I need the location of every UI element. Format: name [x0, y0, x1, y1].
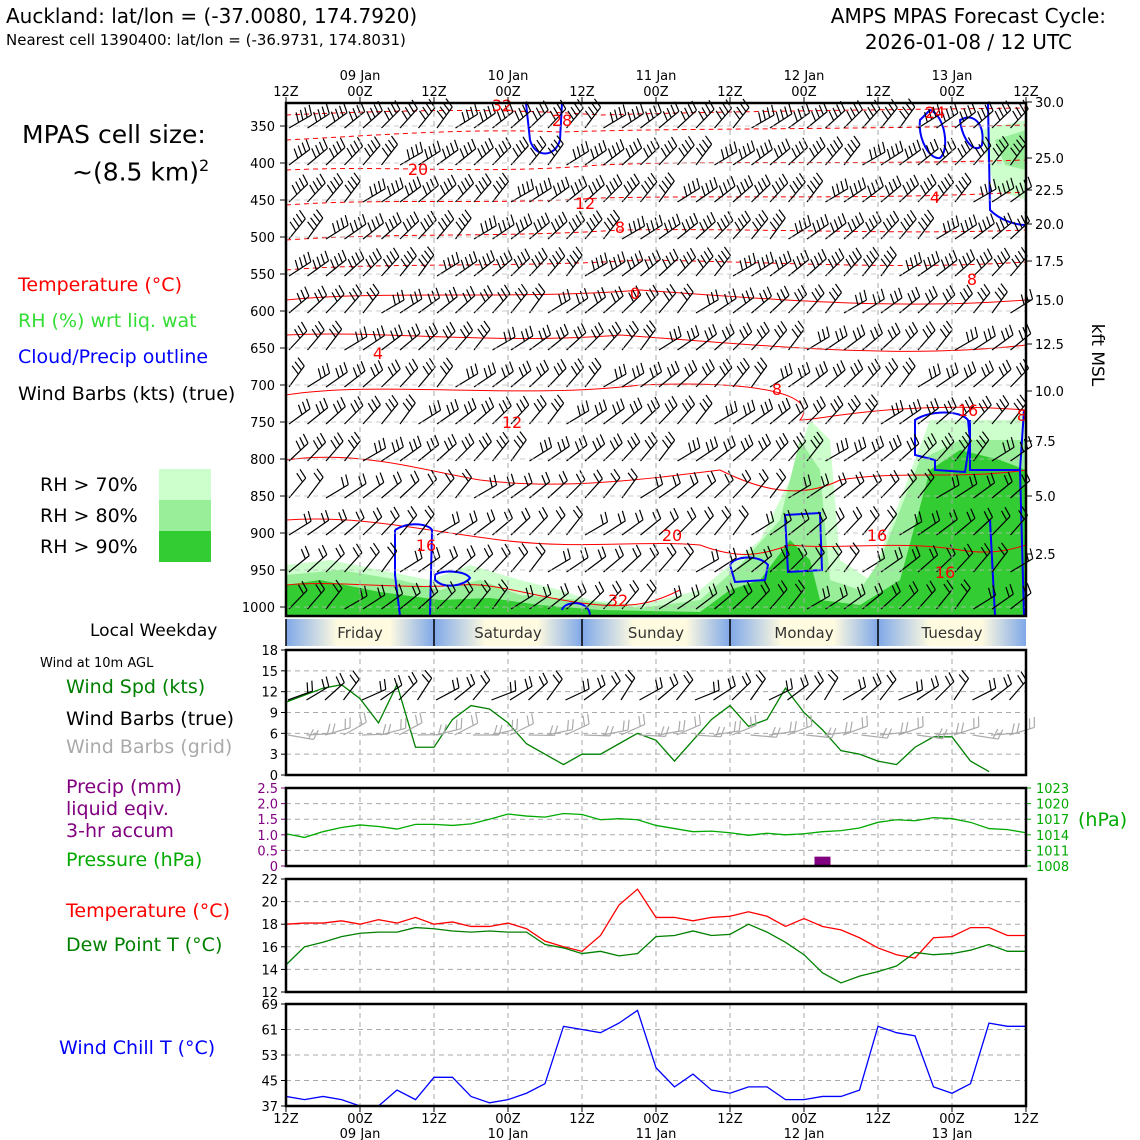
wind-barb-true: [880, 671, 896, 700]
pressure-tick-label: 1000: [241, 601, 275, 616]
temperature-contour-label: 16: [415, 536, 437, 555]
wind-barb-grid: [695, 727, 725, 737]
wind-barb-true: [695, 680, 719, 700]
wind-barb-true: [714, 676, 736, 700]
rh80-label: RH > 80%: [40, 505, 138, 527]
kft-tick-label: 20.0: [1035, 218, 1064, 233]
bottom-tick-label: 12Z: [865, 1112, 891, 1127]
nearest-cell-subtitle: Nearest cell 1390400: lat/lon = (-36.9731, 174.8031): [6, 31, 406, 49]
panel-ytick-label: 45: [261, 1074, 278, 1090]
kft-tick-label: 7.5: [1035, 435, 1056, 450]
temperature-contour-label: 16: [957, 401, 979, 420]
temperature-contour-label: 32: [607, 591, 629, 610]
temperature-contour-label: 24: [924, 103, 946, 122]
wind-barb-grid: [566, 714, 590, 735]
pressure-tick-label: 650: [250, 342, 275, 357]
pressure-label: Pressure (hPa): [66, 849, 203, 871]
temperature-contour-label: 16: [866, 526, 888, 545]
panel-ytick-label: 61: [261, 1023, 278, 1039]
temperature-contour-label: 12: [501, 413, 523, 432]
weekday-label: Friday: [337, 624, 383, 642]
wind-barb-true: [751, 671, 766, 700]
top-tick-label: 12Z: [865, 85, 891, 100]
pressure-tick-label: 750: [250, 416, 275, 431]
weekday-bar: [286, 619, 1026, 646]
cell-size-exponent: 2: [199, 156, 210, 175]
temperature-contour-label: 8: [966, 270, 978, 289]
wind-barb-true: [418, 670, 432, 700]
pressure-ytick-label: 1011: [1036, 844, 1070, 860]
top-date-label: 13 Jan: [931, 69, 973, 84]
pressure-tick-label: 950: [250, 564, 275, 579]
wind-barb-grid: [621, 714, 645, 735]
wind-barb-grid: [677, 714, 701, 735]
wind-barb-true: [492, 680, 516, 700]
kft-axis-label: kft MSL: [1087, 323, 1107, 387]
pressure-axis-label: (hPa): [1078, 809, 1128, 831]
pressure-tick-label: 350: [250, 120, 275, 135]
wind-speed-panel: [261, 644, 1034, 784]
wind-barb-true: [399, 672, 417, 700]
wind-barb-true: [510, 676, 532, 700]
top-tick-label: 12Z: [1013, 85, 1039, 100]
cell-size-value-text: ~(8.5 km): [72, 157, 199, 187]
temperature-contour-label: 32: [491, 96, 513, 115]
wind-speed-label: Wind Spd (kts): [66, 676, 206, 698]
wind-barb-grid: [510, 713, 533, 735]
wind-barb-true: [547, 671, 562, 700]
pressure-tick-label: 600: [250, 305, 275, 320]
kft-tick-label: 12.5: [1035, 338, 1064, 353]
wind-barb-grid: [751, 727, 781, 737]
wind-barb-true: [584, 675, 605, 700]
temperature-contour-label: 20: [661, 526, 683, 545]
temperature-contour-label: 12: [574, 194, 596, 213]
bottom-date-label: 09 Jan: [339, 1127, 381, 1140]
bottom-tick-label: 00Z: [643, 1112, 669, 1127]
bottom-date-label: 11 Jan: [635, 1127, 677, 1140]
wind-barbs-grid-label: Wind Barbs (grid): [66, 736, 233, 758]
top-date-label: 10 Jan: [487, 69, 529, 84]
wind-barb-true: [899, 679, 923, 700]
wind-barb-true: [806, 672, 823, 700]
bottom-date-label: 10 Jan: [487, 1127, 529, 1140]
wind-barb-true: [973, 678, 996, 700]
temperature-contour-label: 4: [372, 344, 384, 363]
wind-barbs-true-label: Wind Barbs (true): [66, 708, 235, 730]
panel-ytick-label: 2.0: [257, 797, 278, 813]
precip-label-2: liquid eqiv.: [66, 798, 169, 820]
temperature-contour-label: 0: [629, 284, 641, 303]
legend-wind-barbs: Wind Barbs (kts) (true): [18, 383, 236, 405]
temperature-label: Temperature (°C): [66, 900, 230, 922]
wind-barb-grid: [455, 713, 478, 735]
panel-ytick-label: 20: [261, 895, 278, 911]
wind-barb-true: [917, 675, 939, 700]
pressure-tick-label: 550: [250, 268, 275, 283]
wind-barb-true: [603, 672, 621, 700]
legend-temperature: Temperature (°C): [18, 274, 182, 296]
wind-barb-true: [843, 677, 866, 700]
panel-ytick-label: 18: [261, 644, 278, 659]
top-tick-label: 12Z: [569, 85, 595, 100]
pressure-ytick-label: 1008: [1036, 860, 1070, 875]
kft-tick-label: 30.0: [1035, 96, 1064, 111]
dewpoint-label: Dew Point T (°C): [66, 934, 223, 956]
bottom-tick-label: 12Z: [569, 1112, 595, 1127]
panel-ytick-label: 0: [269, 769, 278, 784]
rh90-label: RH > 90%: [40, 536, 138, 558]
top-tick-label: 12Z: [273, 85, 299, 100]
wind-chill-label: Wind Chill T (°C): [59, 1037, 216, 1059]
cross-section-plot: [242, 69, 1107, 616]
pressure-ytick-label: 1023: [1036, 782, 1070, 797]
pressure-axis: [242, 120, 286, 616]
kft-axis: [1026, 96, 1064, 563]
bottom-tick-label: 00Z: [495, 1112, 521, 1127]
precip-bar: [815, 857, 831, 866]
temperature-contour-label: 20: [407, 160, 429, 179]
pressure-tick-label: 850: [250, 490, 275, 505]
wind-barb-true: [436, 678, 459, 700]
panel-ytick-label: 15: [261, 664, 278, 680]
local-weekday-label: Local Weekday: [90, 621, 218, 641]
wind-barb-true: [825, 670, 838, 700]
top-tick-label: 00Z: [643, 85, 669, 100]
pressure-tick-label: 900: [250, 527, 275, 542]
pressure-tick-label: 800: [250, 453, 275, 468]
panel-ytick-label: 16: [261, 940, 278, 956]
kft-tick-label: 17.5: [1035, 255, 1064, 270]
pressure-tick-label: 450: [250, 194, 275, 209]
forecast-cycle-line2: 2026-01-08 / 12 UTC: [864, 30, 1072, 54]
top-date-label: 12 Jan: [783, 69, 825, 84]
temperature-contour-label: 16: [934, 563, 956, 582]
weekday-label: Tuesday: [921, 624, 983, 642]
panel-ytick-label: 0.5: [257, 844, 278, 860]
pressure-tick-label: 500: [250, 231, 275, 246]
precip-label-3: 3-hr accum: [66, 820, 174, 842]
wind-barb-true: [473, 671, 490, 700]
bottom-tick-label: 00Z: [791, 1112, 817, 1127]
temperature-contour-label: 8: [614, 218, 626, 237]
panel-ytick-label: 2.5: [257, 782, 278, 797]
precip-pressure-panel: [257, 782, 1127, 875]
weekday-label: Monday: [774, 624, 834, 642]
wind-barb-grid: [381, 718, 406, 735]
weekday-label: Saturday: [474, 624, 542, 642]
kft-tick-label: 2.5: [1035, 548, 1056, 563]
panel-ytick-label: 14: [261, 963, 278, 979]
wind-barb-true: [640, 677, 663, 700]
bottom-tick-label: 12Z: [421, 1112, 447, 1127]
top-tick-label: 00Z: [347, 85, 373, 100]
temperature-contour-label: 8: [1016, 406, 1028, 425]
top-tick-label: 00Z: [939, 85, 965, 100]
bottom-tick-label: 12Z: [1013, 1112, 1039, 1127]
bottom-tick-label: 12Z: [717, 1112, 743, 1127]
temperature-contour-label: 4: [929, 188, 941, 207]
pressure-ytick-label: 1017: [1036, 813, 1070, 829]
panel-ytick-label: 3: [269, 748, 278, 764]
top-time-axis: [273, 69, 1039, 103]
pressure-ytick-label: 1020: [1036, 797, 1070, 813]
temperature-contour-label: 8: [771, 380, 783, 399]
wind-barb-grid: [640, 726, 669, 736]
wind-10m-label: Wind at 10m AGL: [40, 656, 154, 671]
top-tick-label: 00Z: [495, 85, 521, 100]
bottom-date-label: 12 Jan: [783, 1127, 825, 1140]
panel-ytick-label: 53: [261, 1049, 278, 1064]
wind-barb-true: [954, 670, 969, 700]
top-tick-label: 12Z: [717, 85, 743, 100]
legend-rh: RH (%) wrt liq. wat: [18, 310, 197, 332]
panel-ytick-label: 18: [261, 918, 278, 934]
kft-tick-label: 10.0: [1035, 385, 1064, 400]
bottom-tick-label: 12Z: [273, 1112, 299, 1127]
panel-ytick-label: 6: [269, 727, 278, 743]
weekday-label: Sunday: [627, 624, 685, 642]
panel-ytick-label: 1.0: [257, 828, 278, 844]
kft-tick-label: 22.5: [1035, 184, 1064, 199]
location-title: Auckland: lat/lon = (-37.0080, 174.7920): [6, 4, 418, 28]
wind-barb-true: [307, 676, 329, 700]
top-date-label: 09 Jan: [339, 69, 381, 84]
bottom-tick-label: 00Z: [347, 1112, 373, 1127]
panel-ytick-label: 37: [261, 1100, 278, 1115]
panel-ytick-label: 69: [261, 998, 278, 1013]
top-tick-label: 00Z: [791, 85, 817, 100]
wind-barb-true: [362, 679, 386, 700]
wind-barb-true: [621, 670, 635, 700]
rh70-label: RH > 70%: [40, 474, 138, 496]
pressure-tick-label: 400: [250, 157, 275, 172]
kft-tick-label: 15.0: [1035, 294, 1064, 309]
panel-ytick-label: 22: [261, 873, 278, 888]
pressure-tick-label: 700: [250, 379, 275, 394]
forecast-cycle-line1: AMPS MPAS Forecast Cycle:: [830, 4, 1106, 28]
legend-cloud: Cloud/Precip outline: [18, 346, 209, 368]
wind-barb-grid: [492, 719, 518, 735]
panel-ytick-label: 9: [269, 706, 278, 722]
panel-ytick-label: 1.5: [257, 813, 278, 829]
wind-barb-grid: [436, 718, 462, 735]
temperature-contour-label: 28: [551, 111, 573, 130]
wind-barb-true: [1010, 672, 1027, 700]
panel-ytick-label: 0: [269, 860, 278, 875]
temperature-panel: [261, 873, 1026, 1001]
wind-barb-true: [566, 679, 590, 700]
wind-barb-true: [658, 674, 678, 700]
kft-tick-label: 25.0: [1035, 152, 1064, 167]
top-date-label: 11 Jan: [635, 69, 677, 84]
cell-size-label: MPAS cell size:: [22, 120, 206, 149]
pressure-ytick-label: 1014: [1036, 828, 1070, 844]
wind-barb-grid: [584, 726, 613, 736]
bottom-time-axis: [273, 1106, 1039, 1140]
panel-ytick-label: 12: [261, 685, 278, 701]
top-tick-label: 12Z: [421, 85, 447, 100]
wind-chill-panel: [261, 998, 1026, 1115]
wind-barb-grid: [344, 712, 367, 735]
bottom-tick-label: 00Z: [939, 1112, 965, 1127]
wind-barb-true: [677, 671, 693, 700]
precip-label: Precip (mm): [66, 776, 182, 798]
kft-tick-label: 5.0: [1035, 490, 1056, 505]
bottom-date-label: 13 Jan: [931, 1127, 973, 1140]
panel-ytick-label: 12: [261, 986, 278, 1001]
